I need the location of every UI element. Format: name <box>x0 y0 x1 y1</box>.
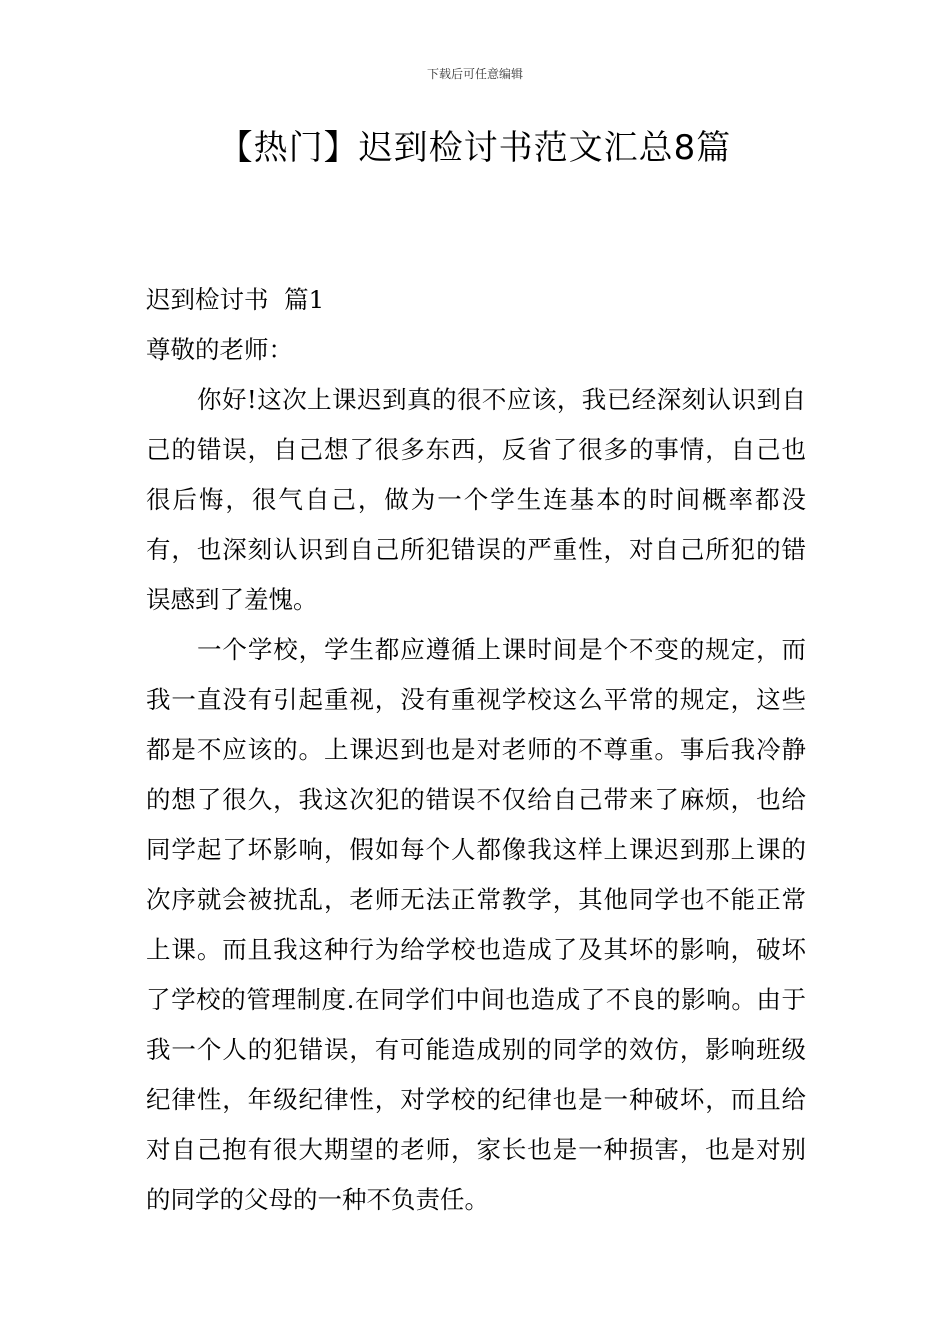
document-body <box>146 275 806 1225</box>
paragraph-1: 你好!这次上课迟到真的很不应该，我已经深刻认识到自己的错误，自己想了很多东西，反省了很多的事情，自己也很后悔，很气自己，做为一个学生连基本的时间概率都没有，也深刻认识到自己所犯错误的严重性，对自己所犯的错误感到了羞愧。 <box>146 385 806 614</box>
document-title: 【热门】迟到检讨书范文汇总8篇 <box>218 128 732 168</box>
paragraph-2: 一个学校，学生都应遵循上课时间是个不变的规定，而我一直没有引起重视，没有重视学校这么平常的规定，这些都是不应该的。上课迟到也是对老师的不尊重。事后我冷静的想了很久，我这次犯的错误不仅给自己带来了麻烦，也给同学起了坏影响，假如每个人都像我这样上课迟到那上课的次序就会被扰乱，老师无法正常教学，其他同学也不能正常上课。而且我这种行为给学校也造成了及其坏的影响，破坏了学校的管理制度.在同学们中间也造成了不良的影响。由于我一个人的犯错误，有可能造成别的同学的效仿，影响班级纪律性，年级纪律性，对学校的纪律也是一种破坏，而且给对自己抱有很大期望的老师，家长也是一种损害，也是对别的同学的父母的一种不负责任。 <box>146 635 806 1214</box>
section-heading: 迟到检讨书 篇1 <box>146 285 325 314</box>
header-note: 下载后可任意编辑 <box>426 67 523 81</box>
salutation: 尊敬的老师： <box>146 335 293 364</box>
